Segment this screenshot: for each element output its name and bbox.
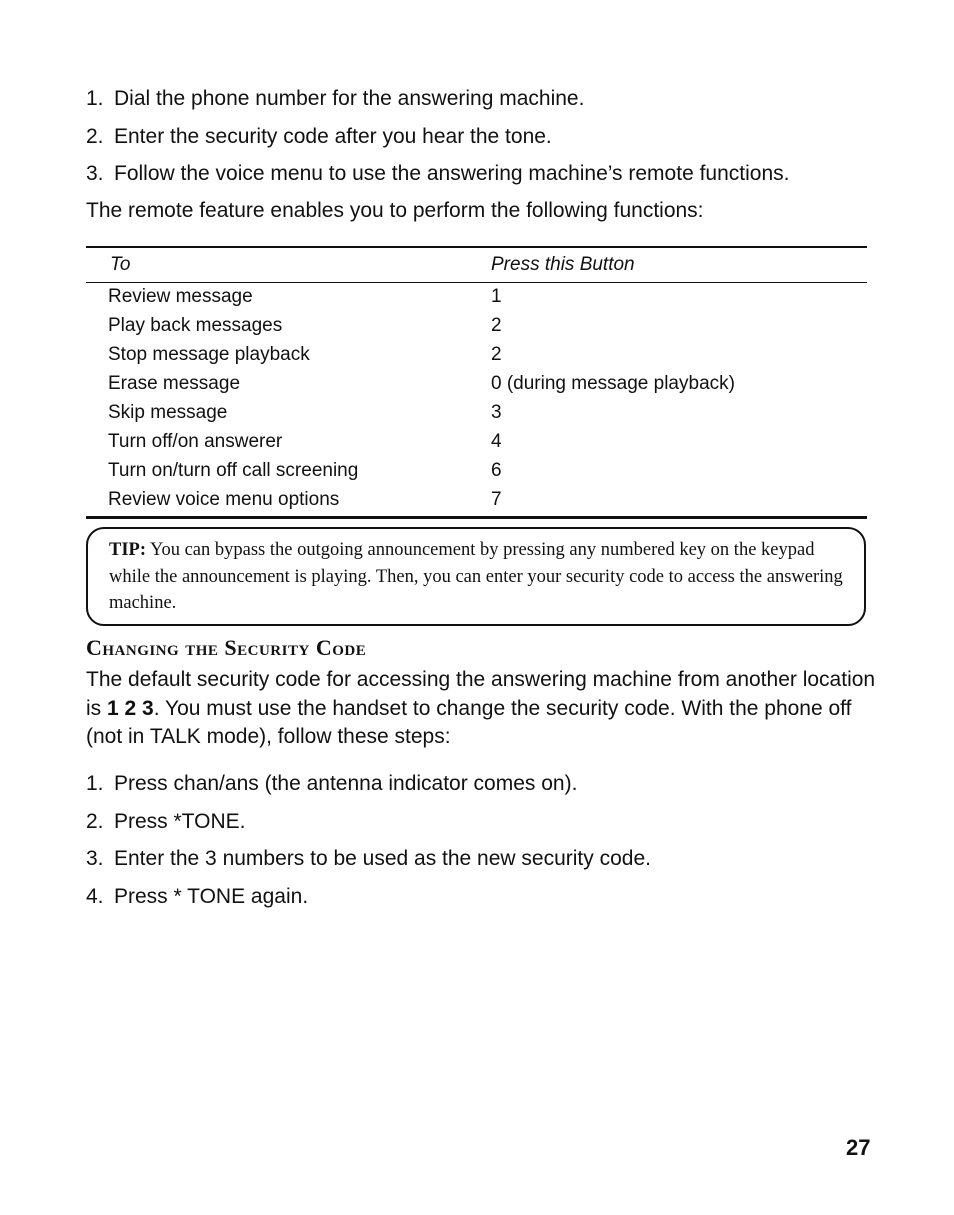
step-text: Dial the phone number for the answering machine. (114, 87, 585, 110)
button-cell: 7 (491, 489, 502, 510)
section-title: Changing the Security Code (86, 635, 367, 660)
page-number: 27 (846, 1135, 871, 1160)
tip-box (86, 527, 866, 626)
list-item (86, 845, 651, 883)
table-body (86, 285, 867, 517)
action-cell: Erase message (108, 373, 241, 394)
button-cell: 4 (491, 431, 502, 452)
step-text: Follow the voice menu to use the answering machine’s remote functions. (114, 162, 790, 185)
action-cell: Review voice menu options (108, 489, 340, 510)
step-number: 2. (86, 124, 104, 148)
step-text: Enter the 3 numbers to be used as the new security code. (114, 847, 651, 870)
button-cell: 2 (491, 315, 502, 336)
tip-label: TIP: (109, 540, 146, 560)
list-item (86, 883, 651, 921)
table-row (86, 372, 867, 401)
step-number: 1. (86, 87, 104, 110)
table-row (86, 459, 867, 488)
section-paragraph (86, 666, 876, 752)
column-header-button: Press this Button (491, 254, 635, 275)
list-item (86, 808, 651, 846)
list-item (86, 770, 651, 808)
step-number: 3. (86, 162, 104, 185)
step-text: Enter the security code after you hear the tone. (114, 124, 552, 148)
list-item (86, 123, 789, 161)
paragraph-text-end: . You must use the handset to change the security code. With the phone off (not in TALK mode), follow these steps: (86, 696, 852, 748)
table-row (86, 430, 867, 459)
action-cell: Play back messages (108, 315, 283, 336)
step-text: Press *TONE. (114, 809, 246, 833)
paragraph-text-start: The default security code for accessing the answering machine from another location is (86, 668, 876, 720)
default-code: 1 2 3 (107, 696, 154, 720)
action-cell: Turn off/on answerer (108, 431, 283, 452)
step-text: Press chan/ans (the antenna indicator comes on). (114, 772, 578, 795)
table-header (86, 248, 867, 283)
table-row (86, 285, 867, 314)
step-number: 4. (86, 884, 104, 908)
button-cell: 1 (491, 286, 502, 307)
table-row (86, 314, 867, 343)
list-item (86, 85, 789, 123)
intro-text: The remote feature enables you to perform the following functions: (86, 199, 704, 222)
action-cell: Turn on/turn off call screening (108, 460, 359, 481)
step-text: Press * TONE again. (114, 884, 309, 908)
column-header-to: To (110, 254, 131, 275)
action-cell: Skip message (108, 402, 228, 423)
step-number: 1. (86, 772, 104, 795)
step-number: 2. (86, 809, 104, 833)
table-row (86, 343, 867, 372)
remote-functions-table (86, 246, 867, 519)
button-cell: 3 (491, 402, 502, 423)
button-cell: 0 (during message playback) (491, 373, 735, 394)
list-item (86, 160, 789, 198)
table-row (86, 401, 867, 430)
button-cell: 6 (491, 460, 502, 481)
remote-steps-list (86, 85, 789, 198)
button-cell: 2 (491, 344, 502, 365)
change-code-steps-list (86, 770, 651, 920)
action-cell: Review message (108, 286, 253, 307)
action-cell: Stop message playback (108, 344, 310, 365)
tip-text: You can bypass the outgoing announcement by pressing any numbered key on the keypad while the announcement is playing. Then, you can enter your security code to access the answering machine. (109, 540, 843, 613)
step-number: 3. (86, 847, 104, 870)
table-row (86, 488, 867, 517)
